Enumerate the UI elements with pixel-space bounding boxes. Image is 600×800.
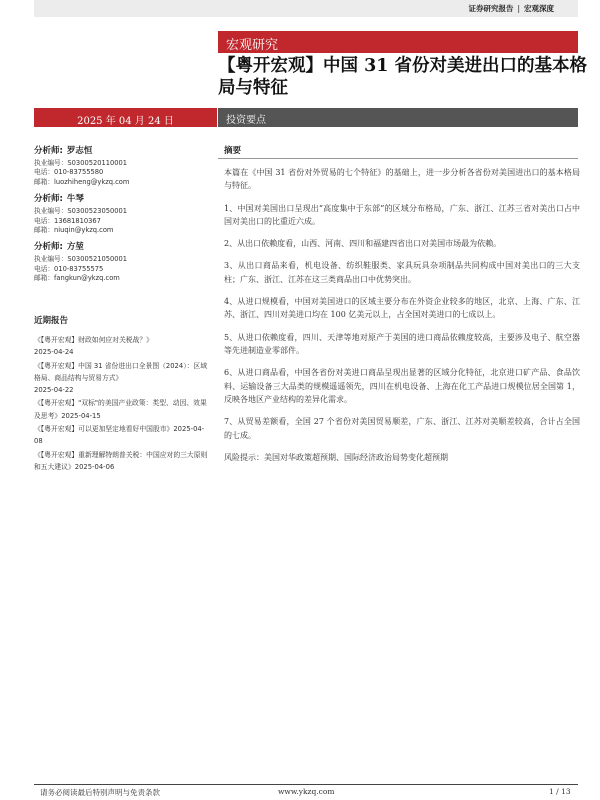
header-tag-category: 宏观深度 <box>524 4 554 13</box>
category-bar <box>218 31 578 53</box>
analyst-phone: 电话：010-83755575 <box>34 264 104 273</box>
abstract-section <box>224 144 584 156</box>
footer-url[interactable]: www.ykzq.com <box>278 787 335 796</box>
category-label: 宏观研究 <box>226 38 279 53</box>
recent-report-item[interactable] <box>34 449 212 474</box>
header-separator: | <box>517 4 520 13</box>
recent-report-title[interactable]: 《【粤开宏观】"双标"的美国产业政策：类型、动因、效果及思考》 <box>34 399 207 420</box>
recent-report-date: 2025-04-24 <box>34 348 74 357</box>
analyst-phone: 电话：13681810367 <box>34 216 101 225</box>
abstract-paragraph: 6、从进口商品看，中国各省份对美进口商品呈现出显著的区域分化特征，北京进口矿产品、食品饮料、运输设备三大品类的规模遥遥领先，四川在机电设备、上海在化工产品进口规模位居全国第 1，反映各地区产业结构的差异化需求。 <box>224 368 580 405</box>
abstract-paragraph: 3、从出口商品来看，机电设备、纺织鞋服类、家具玩具杂项制品共同构成中国对美出口的三大支柱；广东、浙江、江苏在这三类商品出口中优势突出。 <box>224 261 580 284</box>
analyst-role: 分析师: <box>34 194 63 205</box>
abstract-paragraph: 5、从进口依赖度看，四川、天津等地对原产于美国的进口商品依赖度较高，主要涉及电子、航空器等先进制造业零部件。 <box>224 332 580 356</box>
recent-report-date: 2025-04-06 <box>74 462 115 471</box>
abstract-paragraph: 2、从出口依赖度看，山西、河南、四川和福建四省出口对美国市场最为依赖。 <box>224 239 502 249</box>
analyst-name: 方堃 <box>66 242 84 253</box>
analyst-name: 牛琴 <box>66 194 84 205</box>
header-tags <box>468 3 554 14</box>
analyst-phone: 电话：010-83755580 <box>34 168 104 177</box>
recent-report-item[interactable] <box>34 423 212 448</box>
abstract-body <box>224 166 580 473</box>
recent-report-date: 2025-04-08 <box>34 425 205 446</box>
recent-report-item[interactable] <box>34 360 212 397</box>
footer-disclaimer[interactable]: 请务必阅读最后特别声明与免责条款 <box>40 788 160 797</box>
analyst-email[interactable]: 邮箱：luozhiheng@ykzq.com <box>34 177 130 186</box>
analyst-card <box>34 144 212 187</box>
analyst-email[interactable]: 邮箱：fangkun@ykzq.com <box>34 274 120 283</box>
recent-report-item[interactable] <box>34 397 212 422</box>
abstract-paragraph: 1、中国对美国出口呈现出“高度集中于东部”的区域分布格局，广东、浙江、江苏三省对美出口占中国对美出口的比重近六成。 <box>224 203 580 227</box>
analyst-name: 罗志恒 <box>66 146 93 156</box>
analyst-license: 执业编号：S0300523050001 <box>34 207 127 216</box>
highlights-label: 投资要点 <box>226 115 266 126</box>
footer-divider <box>34 784 578 785</box>
recent-report-date: 2025-04-15 <box>61 411 101 420</box>
report-title: 【粤开宏观】中国 31 省份对美进出口的基本格局与特征 <box>218 56 588 98</box>
recent-reports-title: 近期报告 <box>34 316 69 326</box>
abstract-paragraph: 本篇在《中国 31 省份对外贸易的七个特征》的基础上，进一步分析各省份对美国进出口的基本格局与特征。 <box>224 168 580 191</box>
analyst-card <box>34 192 212 235</box>
highlights-bar <box>218 108 578 127</box>
analyst-role: 分析师: <box>34 146 63 156</box>
recent-report-item[interactable] <box>34 334 212 359</box>
risk-warning: 风险提示：美国对华政策超预期、国际经济政治局势变化超预期 <box>224 452 448 462</box>
analyst-role: 分析师: <box>34 242 63 253</box>
analyst-license: 执业编号：S0300520110001 <box>34 159 127 167</box>
abstract-paragraph: 4、从进口规模看，中国对美国进口的区域主要分布在外资企业较多的地区，北京、上海、广东、江苏、浙江、四川对美进口均在 100 亿美元以上，占全国对美进口的七成以上。 <box>224 297 580 320</box>
recent-reports <box>34 314 212 474</box>
recent-report-title[interactable]: 《【粤开宏观】财政如何应对关税战？》 <box>34 336 153 344</box>
abstract-paragraph: 7、从贸易差额看，全国 27 个省份对美国贸易顺差，广东、浙江、江苏对美顺差较高，合计占全国的七成。 <box>224 417 580 440</box>
recent-report-date: 2025-04-22 <box>34 386 74 395</box>
recent-report-title[interactable]: 《【粤开宏观】可以更加坚定地看好中国股市》 <box>34 425 174 434</box>
header-bar <box>34 0 578 17</box>
page-number: 1 / 13 <box>549 787 571 796</box>
abstract-heading: 摘要 <box>224 146 242 156</box>
report-date: 2025 年 04 月 24 日 <box>77 116 174 127</box>
analyst-email[interactable]: 邮箱：niuqin@ykzq.com <box>34 226 114 235</box>
analyst-card <box>34 240 212 283</box>
recent-report-title[interactable]: 《【粤开宏观】重新理解特朗普关税：中国应对的三大原则和五大建议》 <box>34 450 208 471</box>
analyst-license: 执业编号：S0300521050001 <box>34 255 127 264</box>
recent-report-title[interactable]: 《【粤开宏观】中国 31 省份进出口全景图（2024）：区域格局、商品结构与贸易方式》 <box>34 361 207 382</box>
abstract-divider <box>218 158 578 159</box>
analyst-sidebar <box>34 144 212 289</box>
date-bar <box>34 108 217 127</box>
header-tag-report-type: 证券研究报告 <box>468 4 514 13</box>
